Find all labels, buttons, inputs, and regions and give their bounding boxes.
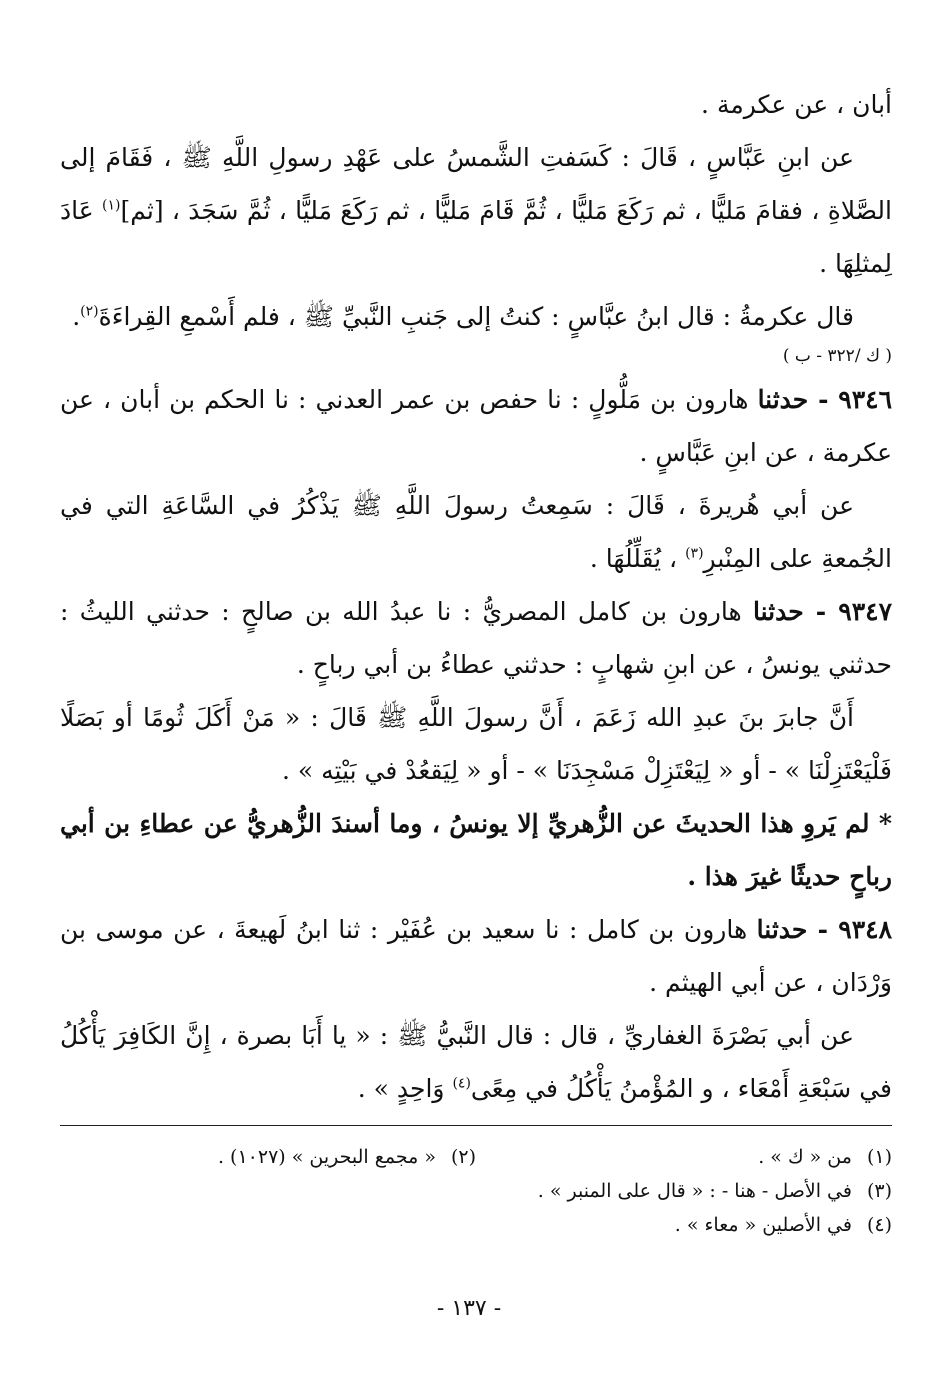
paragraph-text: عن أبي بَصْرَةَ الغفاريِّ ، قال : قال النَّبيُّ ﷺ : « يا أَبَا بصرة ، إِنَّ الكَافِرَ يَأْكُلُ في سَبْعَةِ أَمْعَاء ، و المُؤْمنُ يَأْكُلُ في مِعًى (60, 1021, 892, 1103)
hadith-number: ٩٣٤٧ - حدثنا (753, 597, 892, 626)
paragraph-text: عن ابنِ عَبَّاسٍ ، قَالَ : كَسَفتِ الشَّمسُ على عَهْدِ رسولِ اللَّهِ ﷺ ، فَقَامَ إلى الصَّلاةِ ، فقامَ مَليًّا ، ثم رَكَعَ مَليًّا ، ثُمَّ قَامَ مَليًّا ، ثم رَكَعَ مَليًّا ، ثُمَّ سَجَدَ ، [ثم] (60, 143, 892, 225)
paragraph-text: . (72, 302, 81, 331)
footnote-text: من « ك » . (758, 1146, 852, 1168)
paragraph-text: قال عكرمةُ : قال ابنُ عبَّاسٍ : كنتُ إلى جَنبِ النَّبيِّ ﷺ ، فلم أَسْمعِ القِراءَةَ (98, 302, 854, 331)
footnote-marker: (٤) (452, 1075, 471, 1092)
footnote-4 (60, 1208, 892, 1242)
paragraph (60, 131, 892, 290)
paragraph (60, 479, 892, 585)
paragraph-text: ، يُقَلِّلُهَا . (589, 544, 678, 573)
page-number: - ١٣٧ - (436, 1296, 502, 1321)
footnote-marker: (١) (102, 197, 121, 214)
paragraph (60, 691, 892, 797)
paragraph-text: أبان ، عن عكرمة . (701, 90, 892, 119)
hadith-9348 (60, 903, 892, 1009)
footnote-row (60, 1140, 892, 1174)
footnote-number: (٣) (866, 1180, 892, 1202)
footnote-text: « مجمع البحرين » (١٠٢٧) . (217, 1146, 436, 1168)
paragraph-text: عن أبي هُريرةَ ، قَالَ : سَمِعتُ رسولَ اللَّهِ ﷺ يَذْكُرُ في السَّاعَةِ التي في الجُمعةِ على المِنْبرِ (60, 491, 892, 573)
footnote-marker: (٢) (80, 303, 99, 320)
paragraph-text: وَاحِدٍ » . (357, 1074, 445, 1103)
footnote-text: في الأصلين « معاء » . (674, 1214, 852, 1236)
footnote-number: (٤) (866, 1214, 892, 1236)
footnote-marker: (٣) (685, 545, 704, 562)
footnote-3 (60, 1174, 892, 1208)
manuscript-reference: ( ك /٣٢٢ - ب ) (782, 346, 892, 366)
hadith-9346 (60, 373, 892, 479)
isnad-text: هارون بن كامل المصريُّ : نا عبدُ الله بن صالحٍ : حدثني الليثُ : حدثني يونسُ ، عن ابنِ شهابٍ : حدثني عطاءُ بن أبي رباحٍ . (60, 597, 892, 679)
footnote-1 (476, 1140, 892, 1174)
paragraph (60, 78, 892, 131)
paragraph (60, 290, 892, 343)
commentary-note (60, 797, 892, 903)
footnote-text: في الأصل - هنا - : « قال على المنبر » . (537, 1180, 852, 1202)
isnad-text: هارون بن كامل : نا سعيد بن عُفَيْر : ثنا ابنُ لَهيعةَ ، عن موسى بن وَرْدَان ، عن أبي الهيثم . (60, 915, 892, 997)
footnote-divider (60, 1125, 892, 1126)
paragraph (60, 1009, 892, 1115)
paragraph-text: عَادَ لِمثلِهَا . (60, 196, 892, 278)
hadith-number: ٩٣٤٨ - حدثنا (756, 915, 892, 944)
isnad-text: هارون بن مَلُّولٍ : نا حفص بن عمر العدني : نا الحكم بن أبان ، عن عكرمة ، عن ابنِ عَبَّاسٍ . (60, 385, 892, 467)
document-page (60, 78, 892, 1242)
footnotes (60, 1140, 892, 1242)
paragraph-text: أَنَّ جابرَ بنَ عبدِ الله زَعَمَ ، أَنَّ رسولَ اللَّهِ ﷺ قَالَ : « مَنْ أَكَلَ ثُومًا أو بَصَلًا فَلْيَعْتَزِلْنَا » - أو « لِيَعْتَزِلْ مَسْجِدَنَا » - أو « لِيَقعُدْ في بَيْتِه » . (60, 703, 892, 785)
footnote-number: (٢) (450, 1146, 476, 1168)
footnote-2 (60, 1140, 476, 1174)
footnote-number: (١) (866, 1146, 892, 1168)
hadith-number: ٩٣٤٦ - حدثنا (757, 385, 892, 414)
commentary-text: * لم يَروِ هذا الحديثَ عن الزُّهريِّ إلا يونسُ ، وما أسندَ الزُّهريُّ عن عطاءِ بن أبي رباحٍ حديثًا غيرَ هذا . (60, 809, 892, 891)
hadith-9347 (60, 585, 892, 691)
